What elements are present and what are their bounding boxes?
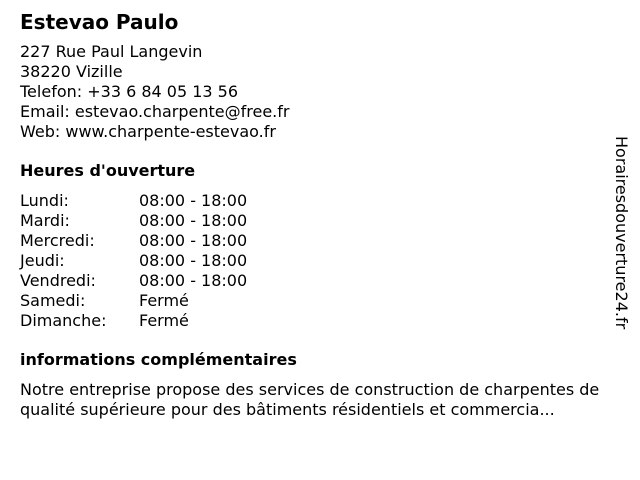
day-time: 08:00 - 18:00 bbox=[139, 211, 248, 230]
hours-heading: Heures d'ouverture bbox=[20, 161, 196, 180]
day-label: Mardi: bbox=[20, 211, 70, 230]
day-label: Jeudi: bbox=[20, 251, 65, 270]
hours-table bbox=[20, 191, 610, 331]
day-time: 08:00 - 18:00 bbox=[139, 271, 248, 290]
watermark bbox=[611, 136, 631, 346]
phone-line: Telefon: +33 6 84 05 13 56 bbox=[20, 82, 239, 101]
hours-row bbox=[20, 311, 610, 331]
business-name: Estevao Paulo bbox=[20, 10, 179, 34]
business-card bbox=[20, 9, 610, 420]
hours-row bbox=[20, 271, 610, 291]
day-label: Mercredi: bbox=[20, 231, 95, 250]
day-time: 08:00 - 18:00 bbox=[139, 191, 248, 210]
watermark-text: Horairesdouverture24.fr bbox=[612, 136, 631, 330]
day-label: Dimanche: bbox=[20, 311, 107, 330]
day-label: Lundi: bbox=[20, 191, 69, 210]
day-time: Fermé bbox=[139, 291, 189, 310]
hours-row bbox=[20, 231, 610, 251]
day-label: Samedi: bbox=[20, 291, 86, 310]
day-time: 08:00 - 18:00 bbox=[139, 251, 248, 270]
hours-row bbox=[20, 291, 610, 311]
info-description: Notre entreprise propose des services de construction de charpentes de qualité supérieure pour des bâtiments résidentiels et commercia... bbox=[20, 380, 600, 419]
address-city: 38220 Vizille bbox=[20, 62, 123, 81]
email-line: Email: estevao.charpente@free.fr bbox=[20, 102, 290, 121]
hours-row bbox=[20, 251, 610, 271]
web-line: Web: www.charpente-estevao.fr bbox=[20, 122, 276, 141]
hours-row bbox=[20, 211, 610, 231]
day-time: Fermé bbox=[139, 311, 189, 330]
info-heading: informations complémentaires bbox=[20, 350, 297, 369]
day-label: Vendredi: bbox=[20, 271, 96, 290]
day-time: 08:00 - 18:00 bbox=[139, 231, 248, 250]
hours-row bbox=[20, 191, 610, 211]
address-street: 227 Rue Paul Langevin bbox=[20, 42, 203, 61]
